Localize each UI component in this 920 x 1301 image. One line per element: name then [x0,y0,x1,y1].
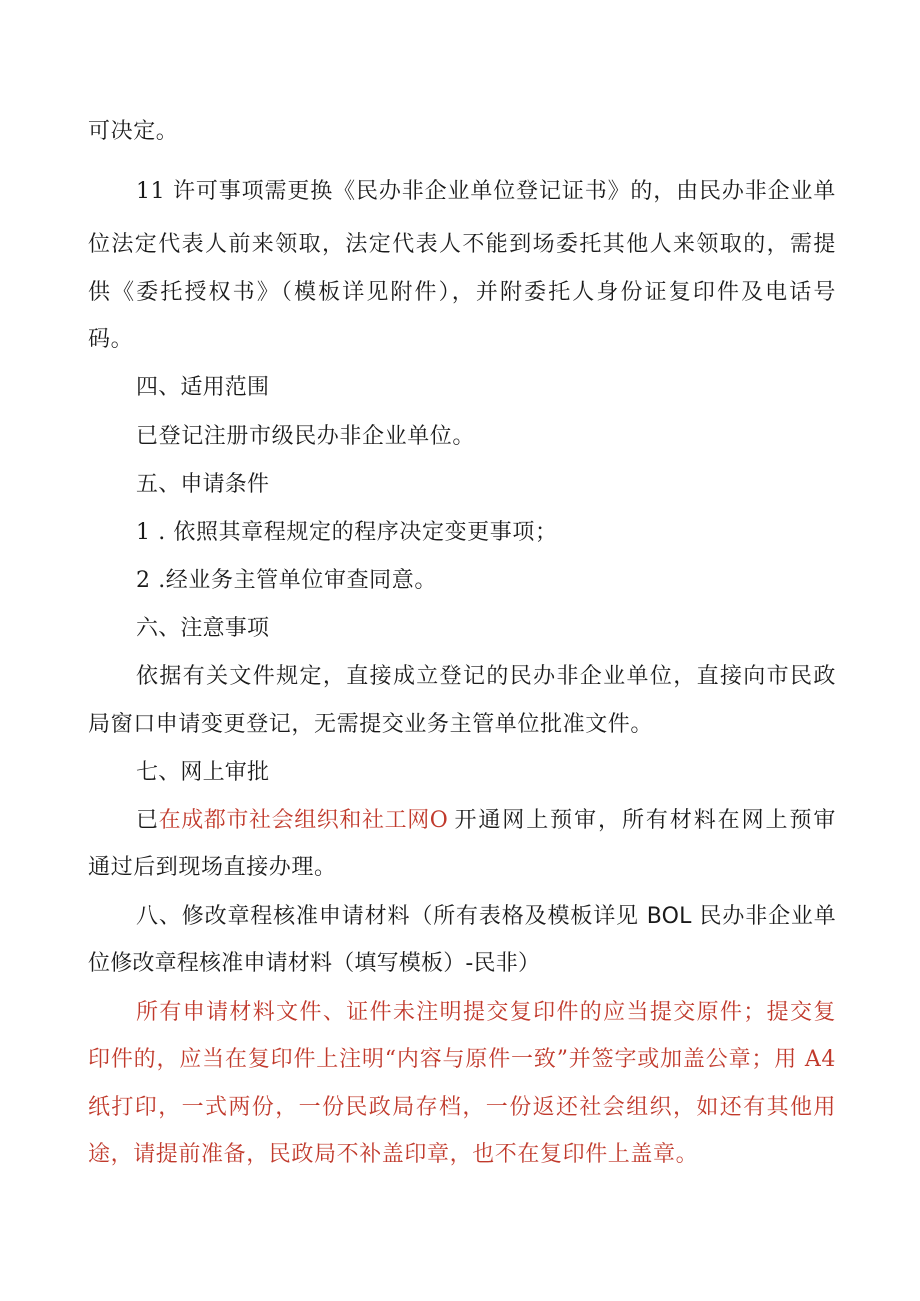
highlighted-text: 在成都市社会组织和社工网O [158,808,449,833]
paragraph-line: 码。 [88,327,134,352]
paragraph-line: 可决定。 [88,119,179,144]
paragraph-line: 通过后到现场直接办理。 [88,855,337,880]
paragraph-line: 纸打印，一式两份，一份民政局存档，一份返还社会组织，如还有其他用 [88,1095,836,1120]
list-item: 1 . 依照其章程规定的程序决定变更事项； [136,520,558,545]
text-segment: 开通网上预审，所有材料在网上预审 [454,808,836,833]
list-item: 2 .经业务主管单位审查同意。 [136,568,437,593]
paragraph-line: 印件的，应当在复印件上注明“内容与原件一致”并签字或加盖公章；用 A4 [88,1047,836,1072]
section-heading: 五、申请条件 [136,472,270,497]
paragraph-line [136,806,836,836]
paragraph-line: 依据有关文件规定，直接成立登记的民办非企业单位，直接向市民政 [136,664,836,689]
section-heading: 六、注意事项 [136,616,270,641]
paragraph-line: 途，请提前准备，民政局不补盖印章，也不在复印件上盖章。 [88,1142,699,1167]
section-heading: 七、网上审批 [136,760,270,785]
paragraph-line: 供《委托授权书》（模板详见附件），并附委托人身份证复印件及电话号 [88,280,836,305]
paragraph-line: 所有申请材料文件、证件未注明提交复印件的应当提交原件；提交复 [136,1000,836,1025]
text-segment: 已 [136,808,159,833]
paragraph-line: 位法定代表人前来领取，法定代表人不能到场委托其他人来领取的，需提 [88,232,836,257]
paragraph-line: 11 许可事项需更换《民办非企业单位登记证书》的，由民办非企业单 [136,179,836,204]
section-heading: 四、适用范围 [136,375,270,400]
section-heading: 八、修改章程核准申请材料（所有表格及模板详见 BOL 民办非企业单 [136,904,836,929]
paragraph-line: 局窗口申请变更登记，无需提交业务主管单位批准文件。 [88,712,654,737]
section-heading: 位修改章程核准申请材料（填写模板）-民非） [88,951,541,976]
paragraph-line: 已登记注册市级民办非企业单位。 [136,424,476,449]
